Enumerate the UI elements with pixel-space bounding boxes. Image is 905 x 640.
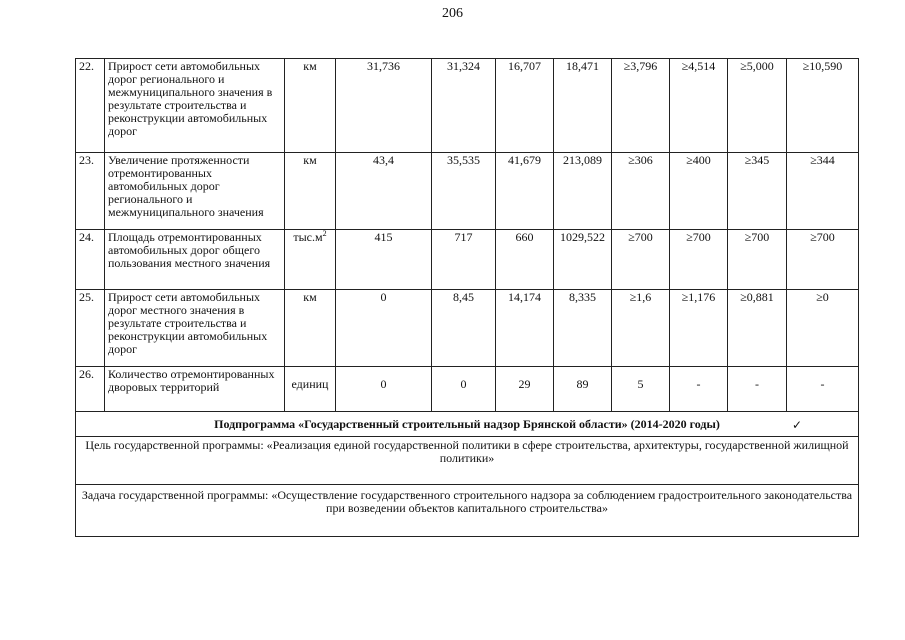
value-cell: 29 (496, 367, 554, 412)
value-cell: ≥3,796 (612, 59, 670, 153)
value-cell: ≥306 (612, 153, 670, 230)
program-task: Задача государственной программы: «Осуществление государственного строительного надзора за соблюдением градостроительного законодательства при возведении объектов капитального строительства» (76, 485, 859, 537)
row-number: 22. (76, 59, 105, 153)
value-cell: 660 (496, 230, 554, 290)
row-number: 24. (76, 230, 105, 290)
value-cell: 5 (612, 367, 670, 412)
check-mark-icon: ✓ (792, 418, 803, 432)
table-row (76, 59, 859, 153)
value-cell: ≥344 (787, 153, 859, 230)
unit-label: км (303, 290, 317, 304)
value-cell: - (728, 367, 787, 412)
unit-superscript: 2 (322, 229, 327, 238)
value-cell: 415 (336, 230, 432, 290)
value-cell: 35,535 (432, 153, 496, 230)
value-cell: 18,471 (554, 59, 612, 153)
unit-label: км (303, 153, 317, 167)
row-number: 23. (76, 153, 105, 230)
value-cell: ≥0,881 (728, 290, 787, 367)
value-cell: ≥1,6 (612, 290, 670, 367)
value-cell: ≥0 (787, 290, 859, 367)
value-cell: ≥700 (728, 230, 787, 290)
indicator-name: Прирост сети автомобильных дорог местного значения в результате строительства и реконструкции автомобильных дорог (105, 290, 285, 367)
subprogram-title: Подпрограмма «Государственный строительный надзор Брянской области» (2014-2020 годы) (76, 412, 859, 437)
value-cell: ≥345 (728, 153, 787, 230)
indicator-name: Количество отремонтированных дворовых территорий (105, 367, 285, 412)
value-cell: ≥700 (670, 230, 728, 290)
value-cell: ≥4,514 (670, 59, 728, 153)
table-row (76, 290, 859, 367)
value-cell: 31,736 (336, 59, 432, 153)
value-cell: 213,089 (554, 153, 612, 230)
value-cell: 41,679 (496, 153, 554, 230)
indicator-name: Увеличение протяженности отремонтированных автомобильных дорог регионального и межмуниципального значения (105, 153, 285, 230)
unit-cell (285, 59, 336, 153)
value-cell: - (787, 367, 859, 412)
table-row (76, 367, 859, 412)
unit-cell (285, 367, 336, 412)
value-cell: ≥700 (787, 230, 859, 290)
value-cell: ≥10,590 (787, 59, 859, 153)
unit-label: тыс.м (293, 230, 323, 244)
value-cell: ≥400 (670, 153, 728, 230)
value-cell: 8,45 (432, 290, 496, 367)
value-cell: 0 (432, 367, 496, 412)
unit-label: км (303, 59, 317, 73)
value-cell: ≥700 (612, 230, 670, 290)
value-cell: ≥1,176 (670, 290, 728, 367)
table-row (76, 153, 859, 230)
page-number: 206 (442, 6, 463, 21)
indicators-table (75, 58, 859, 537)
value-cell: 1029,522 (554, 230, 612, 290)
unit-cell (285, 153, 336, 230)
value-cell: 14,174 (496, 290, 554, 367)
unit-label: единиц (291, 377, 329, 391)
unit-cell (285, 290, 336, 367)
indicator-name: Прирост сети автомобильных дорог регионального и межмуниципального значения в результате строительства и реконструкции автомобильных дорог (105, 59, 285, 153)
unit-cell (285, 230, 336, 290)
program-goal: Цель государственной программы: «Реализация единой государственной политики в сфере строительства, архитектуры, государственной жилищной политики» (76, 437, 859, 485)
row-number: 26. (76, 367, 105, 412)
value-cell: 43,4 (336, 153, 432, 230)
row-number: 25. (76, 290, 105, 367)
value-cell: 89 (554, 367, 612, 412)
value-cell: - (670, 367, 728, 412)
value-cell: 8,335 (554, 290, 612, 367)
indicator-name: Площадь отремонтированных автомобильных дорог общего пользования местного значения (105, 230, 285, 290)
value-cell: 31,324 (432, 59, 496, 153)
table-row (76, 230, 859, 290)
value-cell: ≥5,000 (728, 59, 787, 153)
value-cell: 0 (336, 367, 432, 412)
value-cell: 16,707 (496, 59, 554, 153)
value-cell: 0 (336, 290, 432, 367)
value-cell: 717 (432, 230, 496, 290)
